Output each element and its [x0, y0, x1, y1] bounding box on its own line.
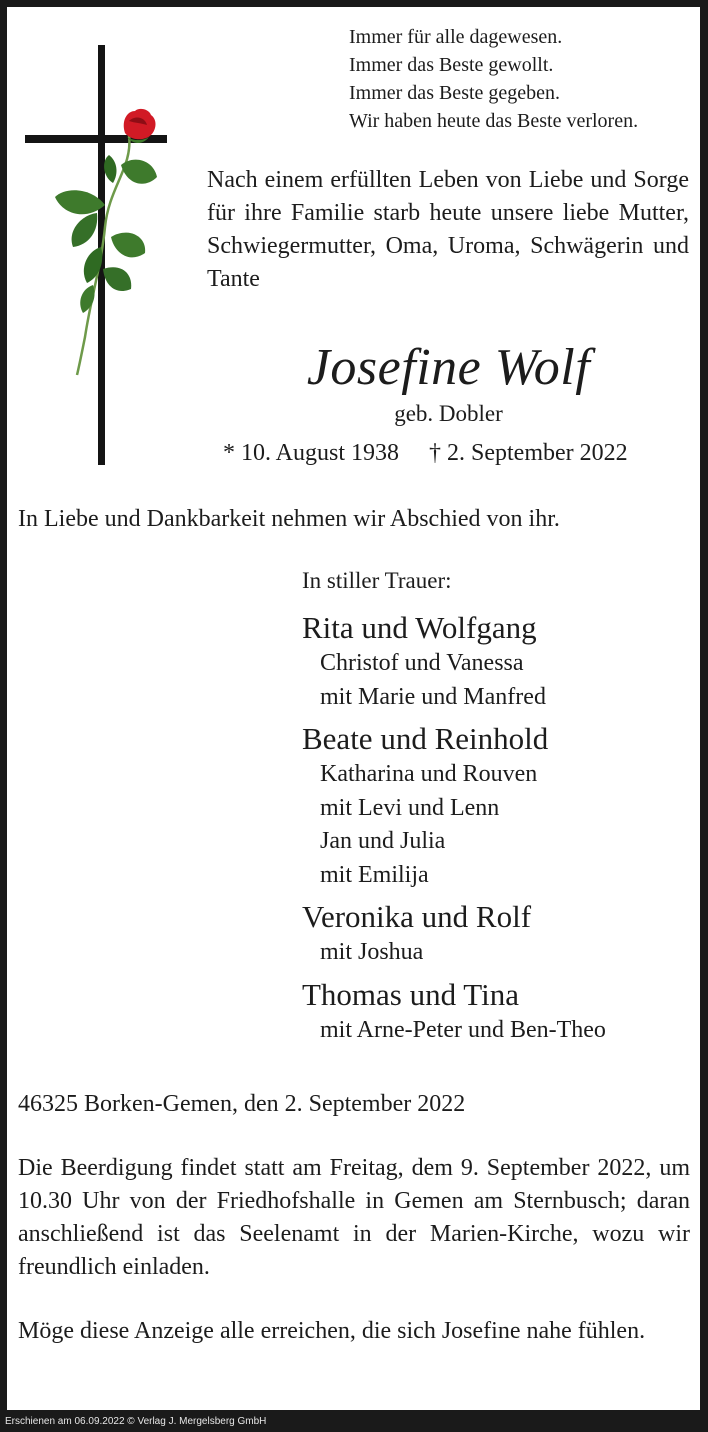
family-member: Katharina und Rouven [320, 761, 538, 787]
family-member: mit Levi und Lenn [320, 794, 500, 821]
farewell-text: In Liebe und Dankbarkeit nehmen wir Abschied von ihr. [18, 506, 560, 532]
poem-line: Wir haben heute das Beste verloren. [349, 110, 639, 132]
funeral-info [18, 1152, 690, 1284]
poem-line: Immer das Beste gewollt. [349, 54, 554, 76]
family-member: mit Arne-Peter und Ben-Theo [320, 1016, 606, 1043]
obituary-card [7, 7, 700, 1410]
closing-text [18, 1315, 690, 1348]
family-main: Beate und Reinhold [302, 721, 549, 756]
closing-paragraph: Möge diese Anzeige alle erreichen, die sich Josefine nahe fühlen. [18, 1318, 646, 1344]
mourners-list [302, 565, 692, 1053]
intro-paragraph: Nach einem erfüllten Leben von Liebe und Sorge für ihre Familie starb heute unsere liebe Mutter, Schwiegermutter, Oma, Uroma, Schwägerin und Tante [207, 167, 689, 292]
funeral-paragraph: Die Beerdigung findet statt am Freitag, dem 9. September 2022, um 10.30 Uhr von der Friedhofshalle in Gemen am Sternbusch; daran anschließend ist das Seelenamt in der Marien-Kirche, wozu wir freundlich einladen. [18, 1155, 690, 1280]
family-member: Jan und Julia [320, 828, 446, 854]
publisher-footer: Erschienen am 06.09.2022 © Verlag J. Mergelsberg GmbH [5, 1416, 267, 1427]
intro-text [207, 164, 689, 296]
poem-line: Immer für alle dagewesen. [349, 26, 563, 48]
mourners-heading: In stiller Trauer: [302, 568, 452, 593]
life-dates [223, 438, 628, 468]
birth-date: * 10. August 1938 [223, 440, 400, 466]
death-date: † 2. September 2022 [429, 440, 628, 466]
poem [349, 23, 638, 135]
place-date: 46325 Borken-Gemen, den 2. September 2022 [18, 1091, 466, 1117]
family-member: mit Emilija [320, 861, 429, 888]
family-main: Thomas und Tina [302, 976, 520, 1012]
family-group [302, 976, 692, 1048]
family-main: Rita und Wolfgang [302, 610, 537, 645]
poem-line: Immer das Beste gegeben. [349, 82, 561, 104]
family-group [302, 720, 692, 892]
family-main: Veronika und Rolf [302, 899, 532, 934]
family-member: mit Marie und Manfred [320, 683, 546, 710]
deceased-name: Josefine Wolf [306, 339, 591, 396]
birth-name: geb. Dobler [394, 401, 503, 426]
family-member: mit Joshua [320, 939, 424, 965]
cross-with-rose-icon [21, 37, 171, 467]
family-group [302, 609, 692, 714]
family-group [302, 898, 692, 970]
family-member: Christof und Vanessa [320, 650, 524, 676]
